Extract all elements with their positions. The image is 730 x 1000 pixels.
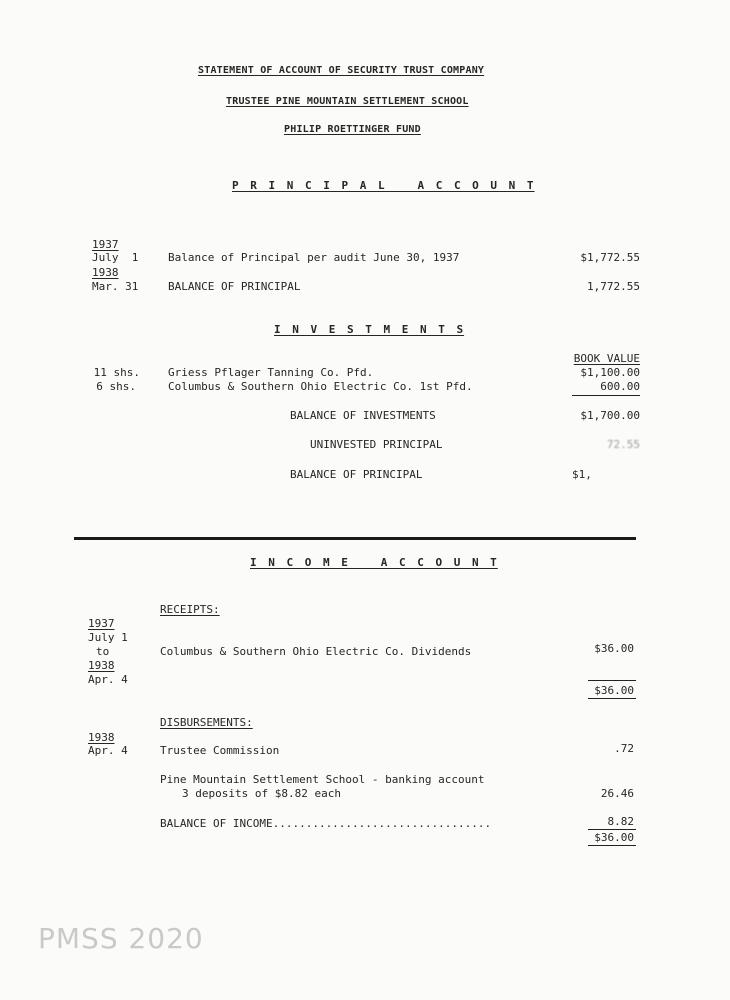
principal-amount-audit: $1,772.55 [580,251,640,264]
balance-principal-label: BALANCE OF PRINCIPAL [290,468,423,481]
receipt-date-apr4: Apr. 4 [88,673,128,686]
receipt-amount: $36.00 [594,642,634,655]
disbursements-label: DISBURSEMENTS: [160,716,253,729]
balance-income-label: BALANCE OF INCOME................................. [160,817,492,830]
uninvested-principal-value: 72.55 [606,438,640,451]
balance-principal-value: $1, [572,468,592,481]
income-final-total: $36.00 [594,831,634,844]
investment-shares: 6 shs. [96,380,136,393]
income-total-rule-bottom [588,845,636,846]
receipt-year-1938: 1938 [88,659,115,672]
archive-watermark: PMSS 2020 [38,922,204,955]
disbursement-desc-deposits: 3 deposits of $8.82 each [182,787,341,800]
principal-year-1938: 1938 [92,266,119,279]
receipt-year-1937: 1937 [88,617,115,630]
receipt-to: to [96,645,110,658]
investment-value: $1,100.00 [580,366,640,379]
trustee-line: TRUSTEE PINE MOUNTAIN SETTLEMENT SCHOOL [226,96,469,107]
section-divider [74,537,636,540]
principal-desc-audit: Balance of Principal per audit June 30, 1937 [168,251,460,264]
principal-year-1937: 1937 [92,238,119,251]
receipt-total-rule-top [588,680,636,681]
investments-heading: I N V E S T M E N T S [274,323,465,336]
disbursement-desc-school: Pine Mountain Settlement School - banking account [160,773,485,786]
statement-title: STATEMENT OF ACCOUNT OF SECURITY TRUST COMPANY [198,65,485,76]
balance-income-amount: 8.82 [607,815,634,828]
fund-name: PHILIP ROETTINGER FUND [284,124,421,135]
disbursement-amount-commission: .72 [614,742,634,755]
income-total-rule-top [588,829,636,830]
disbursement-desc-commission: Trustee Commission [160,744,280,757]
balance-investments-value: $1,700.00 [580,409,640,422]
receipt-total-rule-bottom [588,698,636,699]
disbursement-year-1938: 1938 [88,731,115,744]
principal-date-mar31: Mar. 31 [92,280,139,293]
disbursement-amount-school: 26.46 [600,787,634,800]
investment-value: 600.00 [600,380,640,393]
balance-investments-label: BALANCE OF INVESTMENTS [290,409,436,422]
receipt-date-july1: July 1 [88,631,128,644]
principal-date-july1: July 1 [92,251,139,264]
principal-amount-balance: 1,772.55 [587,280,640,293]
principal-account-heading: P R I N C I P A L A C C O U N T [232,179,535,192]
receipt-desc: Columbus & Southern Ohio Electric Co. Dividends [160,645,472,658]
investment-shares: 11 shs. [93,366,140,379]
investment-sum-rule [572,395,640,396]
uninvested-principal-label: UNINVESTED PRINCIPAL [310,438,443,451]
investment-name: Griess Pflager Tanning Co. Pfd. [168,366,374,379]
receipts-label: RECEIPTS: [160,603,220,616]
disbursement-date-apr4: Apr. 4 [88,744,128,757]
income-account-heading: I N C O M E A C C O U N T [250,556,498,569]
book-value-label: BOOK VALUE [573,352,640,365]
receipt-total: $36.00 [594,684,634,697]
principal-desc-balance: BALANCE OF PRINCIPAL [168,280,301,293]
investment-name: Columbus & Southern Ohio Electric Co. 1st Pfd. [168,380,473,393]
